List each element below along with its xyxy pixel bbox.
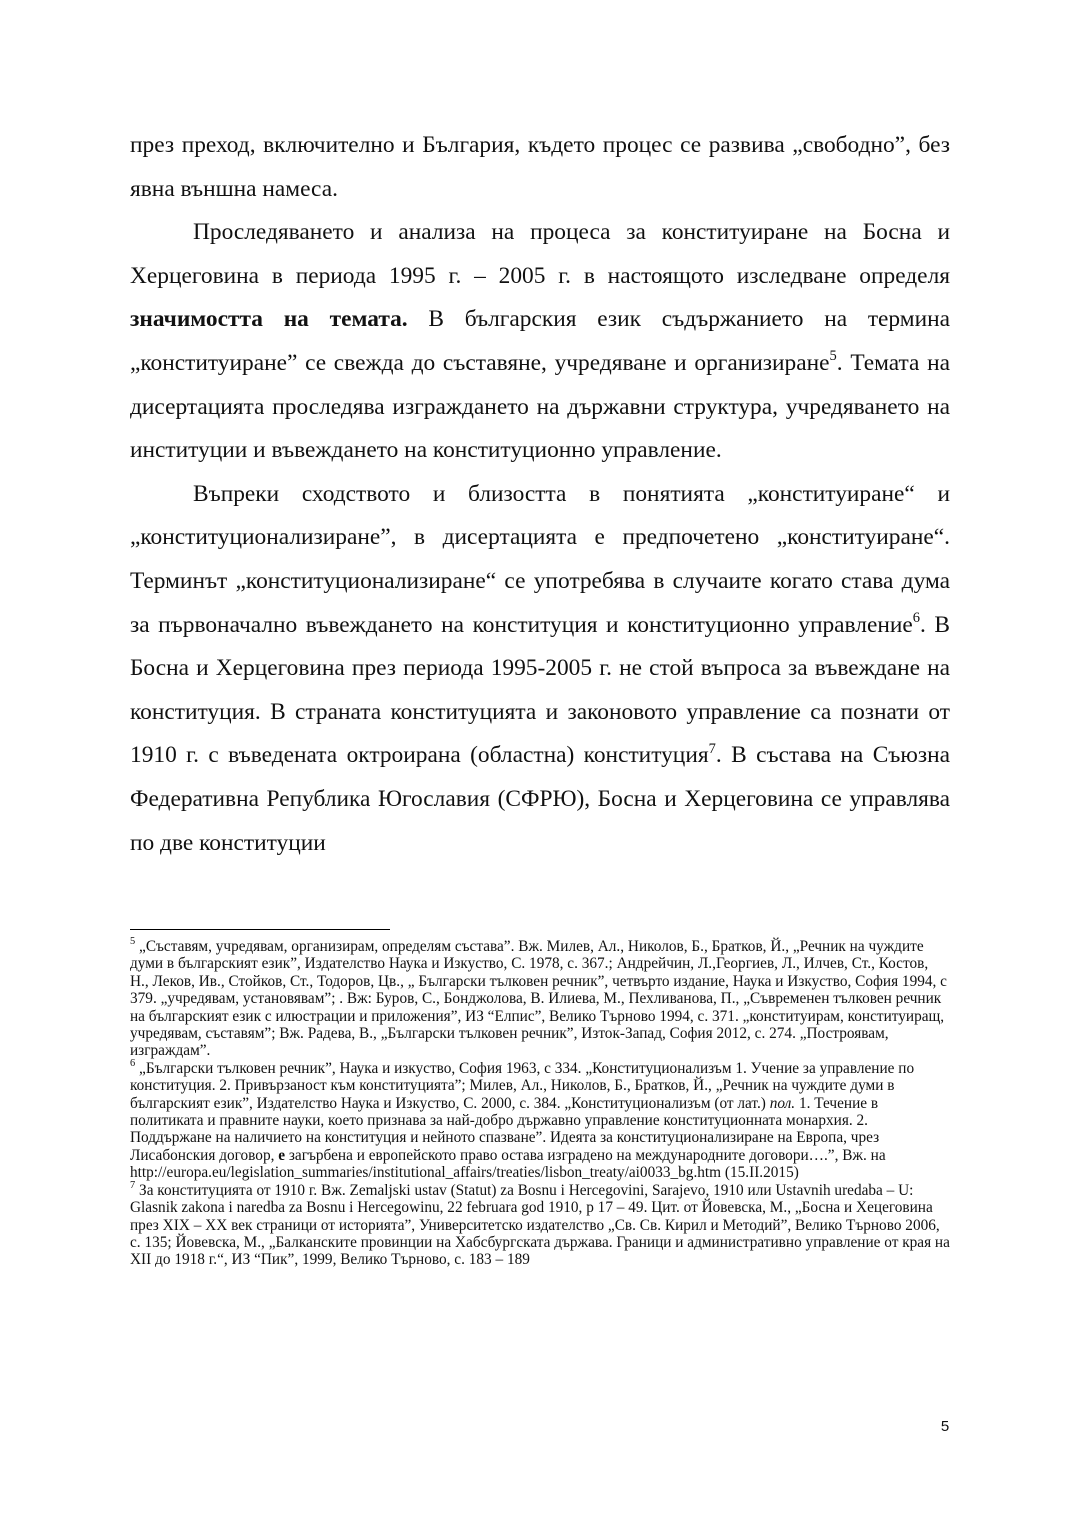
footnote-ref-5: 5 (829, 348, 837, 365)
footnote-ref-7: 7 (708, 740, 716, 757)
paragraph-3: Въпреки сходството и близостта в понятията „конституиране“ и „конституционализиране”, в дисертацията е предпочетено „конституиране“. Терминът „конституционализиране“ се употребява в случаите когато става дума за първоначално въвеждането на конституция и конституционно управление$^6$. В Босна и Херцеговина през периода 1995-2005 г. не стой въпроса за въвеждане на конституция. В страната конституцията и законовото управление са познати от 1910 г. с въведената октроирана (областна) конституция$^7$. В състава на Съюзна Федеративна Република Югославия (СФРЮ), Босна и Херцеговина се управлява по две конституции (130, 480, 950, 856)
footnotes (130, 938, 950, 1269)
footnote-6: $^6$ „Български тълковен речник”, Наука и изкуство, София 1963, с 334. „Конституционализъм 1. Учение за управление по конституция. 2. Привързаност към конституцията”; Милев, Ал., Николов, Б., Братков, Й., „Речник на чуждите думи в българският език”, Издателство Наука и Изкуство, С. 2000, с. 384. „Конституционализъм (от лат.) пол. 1. Течение в политиката и правните науки, което признава за най-добро държавно управление конституционната монархия. 2. Поддържане на наличието на конституция и нейното спазване”. Идеята за конституционализиране на Европа, чрез Лисабонския договор, е загърбена и европейското право остава изградено на международните договори….”, Вж. на http://europa.eu/legislation_summaries/institutional_affairs/treaties/lisbon_treaty/ai0033_bg.htm (15.II.2015) (130, 1058, 915, 1182)
footnote-ref-6: 6 (912, 610, 920, 627)
paragraph-1: през преход, включително и България, където процес се развива „свободно”, без явна външна намеса. (130, 132, 950, 202)
page-number: 5 (940, 1418, 950, 1435)
footnote-separator (130, 929, 390, 930)
main-text (130, 124, 950, 865)
footnote-5: $^5$ „Съставям, учредявам, организирам, определям състава”. Вж. Милев, Ал., Николов, Б., Братков, Й., „Речник на чуждите думи в българският език”, Издателство Наука и Изкуство, С. 1978, с. 367.; Андрейчин, Л.,Георгиев, Л., Илчев, Ст., Костов, Н., Леков, Ив., Стойков, Ст., Тодоров, Цв., „ Български тълковен речник”, четвърто издание, Наука и Изкуство, София 1994, с 379. „учредявам, установявам”; . Вж: Буров, С., Бонджолова, В. Илиева, М., Пехливанова, П., „Съвременен тълковен речник на българският език с илюстрации и приложения”, ИЗ “Елпис”, Велико Търново 1994, с. 371. „конституирам, конституиращ, учредявам, съставям”; Вж. Радева, В., „Български тълковен речник”, Изток-Запад, София 2012, с. 274. „Построявам, изграждам”. (130, 936, 947, 1060)
footnote-7: $^7$ За конституцията от 1910 г. Вж. Zemaljski ustav (Statut) za Bosnu i Hercegovini, Sarajevo, 1910 или Ustavnih uredaba – U: Glasnik zakona i naredba za Bosnu i Hercegowinu, 22 februara god 1910, p 17 – 49. Цит. от Йовевска, М., „Босна и Хецеговина през XIX – XX век страници от историята”, Университетско издателство „Св. Св. Кирил и Методий”, Велико Търново 2006, с. 135; Йовевска, М., „Балканските провинции на Хабсбургската държава. Граници и административно управление от края на XII до 1918 г.“, ИЗ “Пик”, 1999, Велико Търново, с. 183 – 189 (130, 1180, 950, 1269)
paragraph-2: Проследяването и анализа на процеса за конституиране на Босна и Херцеговина в периода 1995 г. – 2005 г. в настоящото изследване определя значимостта на темата. В българския език съдържанието на термина „конституиране” се свежда до съставяне, учредяване и организиране$^5$. Темата на дисертацията проследява изграждането на държавни структура, учредяването на институции и въвеждането на конституционно управление. (130, 219, 950, 464)
emphasis-topic-significance: значимостта на темата. (130, 306, 408, 333)
